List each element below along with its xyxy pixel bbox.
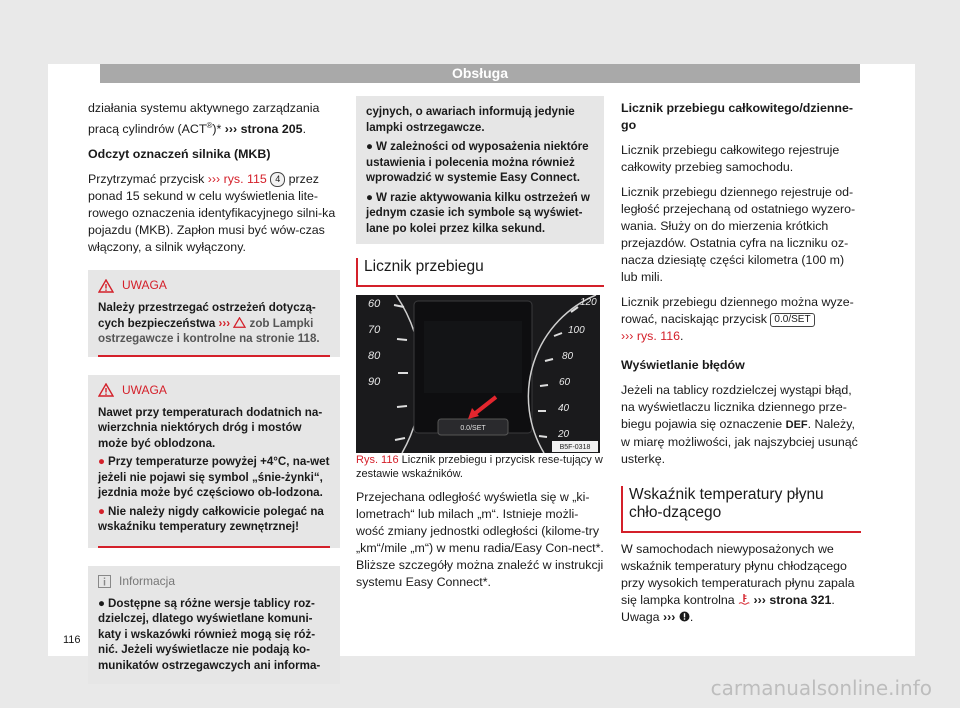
left-tick-label: 60: [368, 298, 381, 310]
odometer-illustration: [356, 295, 600, 453]
heading-mkb: Odczyt oznaczeń silnika (MKB): [88, 147, 271, 162]
warning-triangle-icon: [233, 317, 246, 328]
button-4-badge: 4: [270, 172, 285, 187]
info-icon: [98, 575, 111, 588]
page-header: Obsługa: [100, 64, 860, 83]
reset-key-label: 0.0/SET: [770, 313, 814, 327]
paragraph-errors: Jeżeli na tablicy rozdzielczej wystąpi błąd, na wyświetlaczu licznika dziennego prze-biegu pojawia się oznaczenie DEF. Należy, w miarę możliwości, jak najszybciej usunąć usterkę.: [621, 383, 858, 466]
warning-box-2: UWAGA Nawet przy temperaturach dodatnich na-wierzchnia niektórych dróg i mostów może być oblodzona. ● Przy temperaturze powyżej +4°C, na-wet jeżeli nie pojawi się symbol „śnie-żynki“, jezdnia może być częściowo ob-lodzona. ● Nie należy nigdy całkowicie polegać na wskaźniku temperatury zewnętrznej!: [88, 375, 340, 548]
section-coolant: Wskaźnik temperatury płynu chło-dzącego: [621, 486, 861, 533]
warning-triangle-icon: [98, 279, 114, 293]
column-2: [356, 96, 604, 599]
right-tick-label: 60: [559, 377, 571, 388]
paragraph-total: Licznik przebiegu całkowitego rejestruje całkowity przebieg samochodu.: [621, 143, 840, 174]
figure-caption: Rys. 116 Licznik przebiegu i przycisk rese-tujący w zestawie wskaźników.: [356, 454, 603, 480]
paragraph-trip: Licznik przebiegu dziennego rejestruje od-ległość przejechaną od ostatniego wyzero-wania. Służy on do mierzenia krótkich przejazdów. Ostatnia cyfra na liczniku oz-nacza dziesiątę części kilometra (100 m) lub mili.: [621, 185, 856, 284]
link-strona-321[interactable]: ››› strona 321: [753, 593, 832, 607]
caution-circle-icon: [679, 611, 690, 622]
link-rys-115[interactable]: ››› rys. 115: [207, 172, 267, 187]
warning-box-1: UWAGA Należy przestrzegać ostrzeżeń dotyczą-cych bezpieczeństwa ››› zob Lampki ostrzegawcze i kontrolne na stronie 118.: [88, 270, 340, 357]
heading-odometer: Licznik przebiegu całkowitego/dzienne-go: [621, 101, 854, 132]
heading-errors: Wyświetlanie błędów: [621, 358, 745, 372]
warning-label: UWAGA: [122, 382, 167, 397]
section-licznik-przebiegu: Licznik przebiegu: [356, 258, 604, 287]
reset-button-label: 0.0/SET: [460, 425, 486, 432]
left-tick-label: 70: [368, 324, 381, 336]
column-3: [621, 100, 861, 634]
figure-odometer: [356, 295, 600, 453]
coolant-temperature-icon: [738, 593, 750, 605]
def-label: DEF: [785, 419, 808, 431]
link-lampki[interactable]: zob Lampki ostrzegawcze i kontrolne na stronie 118.: [98, 316, 320, 346]
paragraph-reset: Licznik przebiegu dziennego można wyze-rować, naciskając przycisk 0.0/SET ››› rys. 116.: [621, 295, 854, 343]
info-box: Informacja ● Dostępne są różne wersje tablicy roz-dzielczej, dlatego wyświetlane komuni-katy i wskazówki również mogą się róż-nić. Jeżeli wyświetlacze nie podają ko-munikatów ostrzegawczych ani informa-: [88, 566, 340, 685]
caption-ref: Rys. 116: [356, 454, 399, 466]
paragraph-units: Przejechana odległość wyświetla się w „ki-lometrach“ lub milach „m“. Istnieje możli-wość zmiany jednostki odległości (kilome-try „km“/mile „m“) w menu radia/Easy Con-nect*. Bliższe szczegóły można znaleźć w instrukcji systemu Easy Connect*.: [356, 490, 604, 589]
link-rys-116[interactable]: ››› rys. 116: [621, 329, 680, 343]
paragraph-act: działania systemu aktywnego zarządzania pracą cylindrów (ACT®)* ››› strona 205.: [88, 101, 320, 137]
warning-triangle-icon: [98, 383, 114, 397]
column-1: [88, 100, 340, 684]
right-tick-label: 120: [580, 297, 597, 308]
warning-label: UWAGA: [122, 278, 167, 293]
right-tick-label: 40: [558, 403, 570, 414]
left-tick-label: 80: [368, 350, 381, 362]
paragraph-mkb: Przytrzymać przycisk ››› rys. 115 4 przez ponad 15 sekund w celu wyświetlenia lite-rowego oznaczenia identyfikacyjnego silni-ka pojazdu (MKB). Zapłon musi być wów-czas włączony, a silnik wyłączony.: [88, 172, 336, 255]
right-tick-label: 80: [562, 351, 574, 362]
watermark: carmanualsonline.info: [710, 676, 932, 700]
link-strona-205[interactable]: ››› strona 205: [224, 122, 303, 137]
right-tick-label: 20: [558, 429, 570, 440]
right-tick-label: 100: [568, 325, 585, 336]
figure-code: B5F-0318: [559, 444, 591, 451]
info-box-continued: cyjnych, o awariach informują jedynie lampki ostrzegawcze. ● W zależności od wyposażenia niektóre ustawienia i polecenia można również wprowadzić w systemie Easy Connect. ● W razie aktywowania kilku ostrzeżeń w jednym czasie ich symbole są wyświet-lane po kolei przez kilka sekund.: [356, 96, 604, 244]
page-number: 116: [63, 634, 81, 646]
left-tick-label: 90: [368, 376, 381, 388]
paragraph-coolant: W samochodach niewyposażonych we wskaźnik temperatury płynu chłodzącego przy wysokich temperaturach płynu zapala się lampka kontrolna ››› strona 321. Uwaga ››› .: [621, 542, 855, 624]
info-label: Informacja: [119, 573, 176, 588]
